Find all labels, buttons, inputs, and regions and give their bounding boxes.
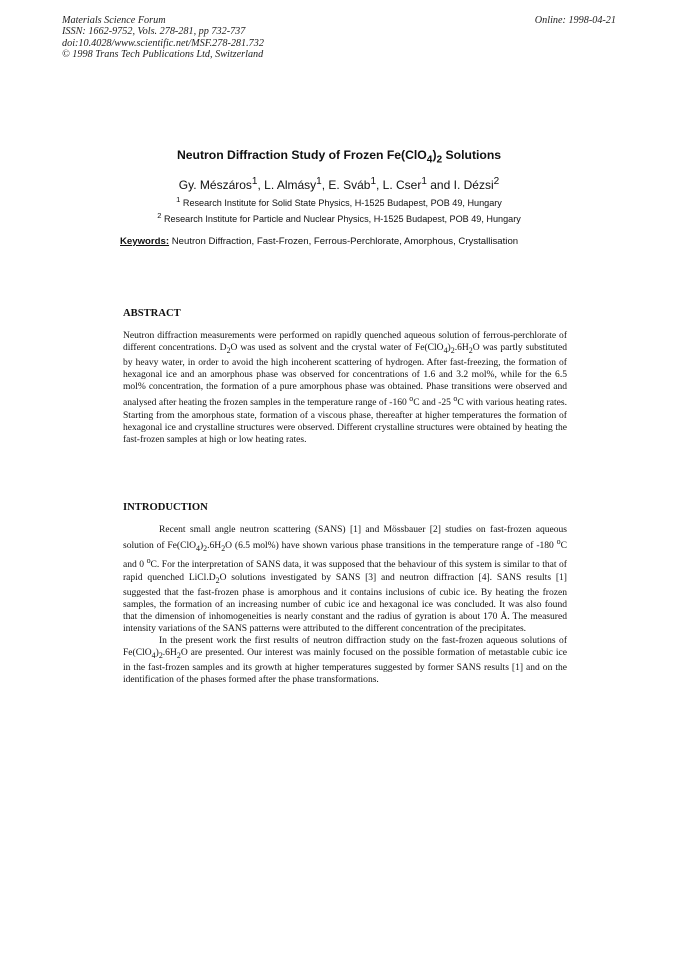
subscript: 2	[450, 346, 455, 355]
intro-text: In the present work the first results of neutron diffraction study on the fast-frozen aqueous solutions of Fe(ClO	[123, 634, 567, 658]
subscript: 2	[203, 544, 208, 554]
affiliation-1	[0, 195, 678, 208]
intro-text: O solutions investigated by SANS [3] and neutron diffraction [4]. SANS results [1] suggested that the fast-frozen phase is amorphous and it contains inclusions of cubic ice. By heating the frozen samples, the formation of an increasing number of cubic ice and hexagonal ice was concluded. It was also found that the dimension of inhomogeneities is nearly constant and the radius of gyration is about 170 Å. The measured intensity variations of the SANS patterns were attributed to the different concentration of the precipitates.	[123, 571, 567, 634]
author-affiliation-mark: 2	[493, 176, 500, 187]
author-separator: ,	[257, 178, 265, 192]
affiliation-text: Research Institute for Solid State Physics, H-1525 Budapest, POB 49, Hungary	[182, 198, 502, 209]
abstract-text: O was used as solvent and the crystal water of Fe(ClO	[230, 342, 444, 354]
subscript: 2	[158, 650, 163, 660]
author-name: L. Almásy	[264, 178, 317, 192]
subscript: 4	[443, 346, 448, 355]
subscript: 4	[151, 650, 156, 660]
abstract-heading: ABSTRACT	[123, 308, 181, 319]
abstract-text: .6H	[454, 342, 469, 354]
paper-title	[0, 148, 678, 165]
introduction-body	[123, 524, 567, 686]
intro-text: O are presented. Our interest was mainly focused on the possible formation of metastable cubic ice in the fast-frozen samples and its growth at higher temperatures suggested by former SANS results [1] and on the identification of the phases formed after the phase transformations.	[123, 647, 567, 686]
author-name: E. Sváb	[328, 178, 371, 192]
title-text: Neutron Diffraction Study of Frozen Fe(ClO	[176, 148, 427, 162]
online-date: Online: 1998-04-21	[534, 15, 616, 26]
intro-text: )	[199, 540, 204, 552]
keywords-text: Neutron Diffraction, Fast-Frozen, Ferrous-Perchlorate, Amorphous, Crystallisation	[171, 236, 519, 247]
abstract-text: Neutron diffraction measurements were performed on rapidly quenched aqueous solution of ferrous-perchlorate of different concentrations. D	[123, 330, 567, 354]
author-separator: and	[426, 178, 454, 192]
abstract-body	[123, 330, 567, 446]
author-affiliation-mark: 1	[251, 176, 258, 187]
introduction-paragraph	[123, 524, 567, 635]
doi-line[interactable]: doi:10.4028/www.scientific.net/MSF.278-281.732	[62, 37, 264, 49]
author-name: L. Cser	[382, 178, 422, 192]
author-separator: ,	[376, 178, 383, 192]
abstract-text: C with various heating rates. Starting from the amorphous state, formation of a viscous phase, thereafter at higher temperatures the formation of hexagonal ice and crystalline structures were observed. Different crystalline structures were obtained by heating the fast-frozen samples at high or low heating rates.	[123, 397, 567, 445]
journal-name: Materials Science Forum	[62, 15, 166, 26]
degree-mark: o	[146, 556, 151, 566]
intro-text: C. For the interpretation of SANS data, it was supposed that the behaviour of this system is similar to that of rapid quenched LiCl.D	[123, 559, 567, 583]
title-text: Solutions	[442, 148, 502, 162]
author-affiliation-mark: 1	[421, 176, 427, 187]
affiliation-text: Research Institute for Particle and Nuclear Physics, H-1525 Budapest, POB 49, Hungary	[163, 214, 521, 225]
subscript: 2	[215, 575, 220, 585]
subscript: 2	[176, 650, 181, 660]
intro-text: .6H	[162, 647, 177, 658]
keywords-label: Keywords:	[120, 236, 170, 247]
subscript: 2	[468, 346, 473, 355]
author-affiliation-mark: 1	[316, 176, 322, 187]
author-name: I. Dézsi	[453, 178, 494, 192]
affiliation-2	[0, 211, 678, 224]
keywords-line	[120, 236, 518, 247]
abstract-paragraph	[123, 330, 567, 446]
degree-mark: o	[556, 537, 561, 547]
affiliation-mark: 2	[157, 211, 162, 220]
title-subscript: 4	[426, 154, 433, 166]
intro-text: O (6.5 mol%) have shown various phase transitions in the temperature range of -180	[225, 540, 557, 552]
title-text: )	[432, 148, 437, 162]
affiliation-mark: 1	[176, 195, 181, 204]
author-affiliation-mark: 1	[370, 176, 376, 187]
intro-text: C and 0	[123, 540, 567, 571]
abstract-text: C and -25	[413, 397, 454, 409]
author-list	[0, 176, 678, 192]
issn-line: ISSN: 1662-9752, Vols. 278-281, pp 732-737	[62, 26, 246, 38]
introduction-heading: INTRODUCTION	[123, 502, 208, 513]
intro-text: .6H	[207, 540, 222, 552]
author-separator: ,	[321, 178, 329, 192]
subscript: 2	[226, 346, 231, 355]
subscript: 2	[221, 544, 226, 554]
title-subscript: 2	[436, 154, 443, 166]
intro-text: Recent small angle neutron scattering (SANS) [1] and Mössbauer [2] studies on fast-frozen aqueous solution of Fe(ClO	[123, 524, 567, 552]
subscript: 4	[196, 544, 200, 554]
degree-mark: o	[409, 394, 414, 404]
author-name: Gy. Mészáros	[178, 178, 252, 192]
introduction-paragraph	[123, 635, 567, 686]
abstract-text: )	[447, 342, 451, 354]
page-header	[62, 15, 616, 60]
intro-text: )	[155, 647, 159, 658]
copyright-line: © 1998 Trans Tech Publications Ltd, Switzerland	[62, 48, 264, 60]
abstract-text: O was partly substituted by heavy water, in order to avoid the high incoherent scattering of hydrogen. After fast-freezing, the formation of hexagonal ice and an amorphous phase was observed for concentrations of 1.6 and 3.2 mol%, while for the 6.5 mol% concentration, the formation of a pure amorphous phase was obtained. Phase transitions were observed and analysed after heating the frozen samples in the temperature range of -160	[123, 342, 567, 409]
degree-mark: o	[453, 394, 458, 404]
